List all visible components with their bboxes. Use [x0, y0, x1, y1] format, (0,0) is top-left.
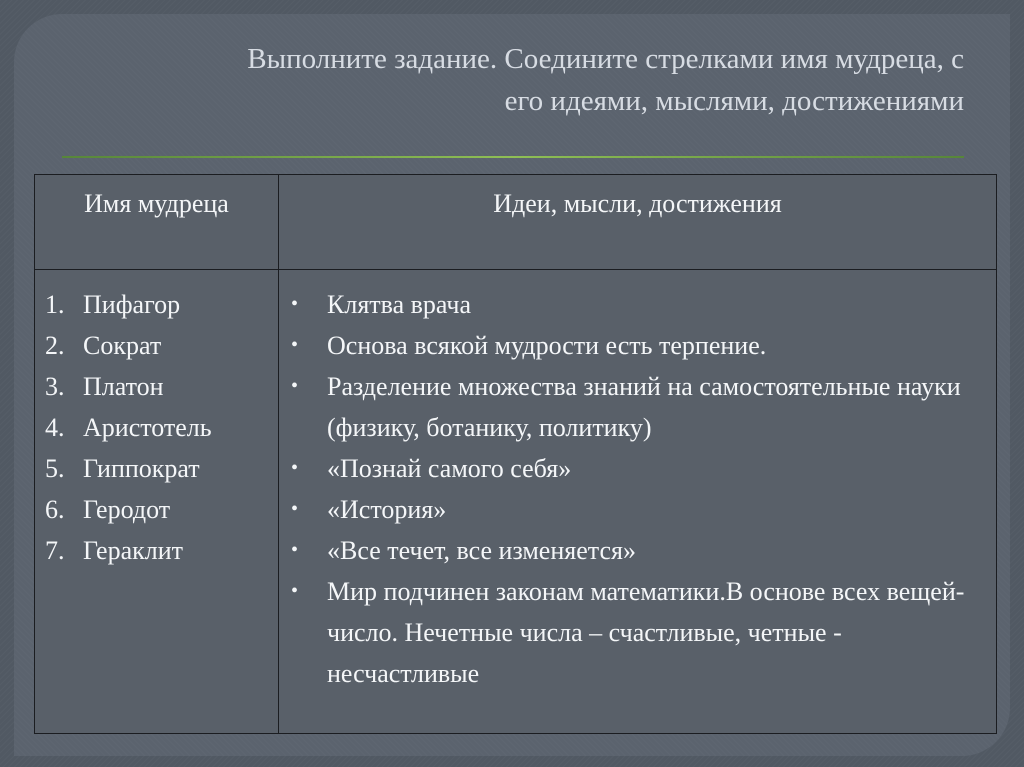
idea-item: [289, 530, 976, 571]
idea-text: Мир подчинен законам математики.В основе всех вещей- число. Нечетные числа – счастливые, четные - несчастливые: [327, 577, 965, 688]
sage-item: [45, 489, 278, 530]
title-line-1: Выполните задание. Соедините стрелками имя мудреца, с: [247, 43, 964, 75]
idea-text: Основа всякой мудрости есть терпение.: [327, 331, 767, 360]
sage-name: Аристотель: [83, 413, 212, 442]
sage-item: [45, 407, 278, 448]
sage-number: 4.: [45, 413, 65, 442]
bullet-icon: •: [291, 539, 299, 561]
sage-item: [45, 284, 278, 325]
bullet-icon: •: [291, 498, 299, 520]
sage-name: Гиппократ: [83, 454, 200, 483]
idea-text: «Все течет, все изменяется»: [327, 536, 636, 565]
sage-name: Платон: [83, 372, 164, 401]
sage-number: 5.: [45, 454, 65, 483]
sage-name: Сократ: [83, 331, 162, 360]
bullet-icon: •: [291, 457, 299, 479]
sages-table: [34, 174, 997, 734]
idea-item: [289, 325, 976, 366]
idea-text: Клятва врача: [327, 290, 472, 319]
idea-item: [289, 489, 976, 530]
slide-title: [64, 38, 964, 122]
sage-item: [45, 448, 278, 489]
sage-name: Геродот: [83, 495, 171, 524]
sage-list: [45, 284, 278, 571]
idea-text: Разделение множества знаний на самостоятельные науки (физику, ботанику, политику): [327, 372, 961, 442]
sage-number: 7.: [45, 536, 65, 565]
sage-name: Пифагор: [83, 290, 181, 319]
table-body-row: [35, 270, 997, 734]
sage-item: [45, 325, 278, 366]
idea-list: [289, 284, 976, 694]
idea-item: [289, 571, 976, 694]
sage-number: 1.: [45, 290, 65, 319]
idea-item: [289, 284, 976, 325]
table-header-row: [35, 175, 997, 270]
header-sage-name: Имя мудреца: [35, 175, 279, 270]
sage-number: 6.: [45, 495, 65, 524]
idea-item: [289, 448, 976, 489]
sage-number: 3.: [45, 372, 65, 401]
bullet-icon: •: [291, 334, 299, 356]
title-line-2: его идеями, мыслями, достижениями: [504, 85, 964, 117]
title-divider: [62, 156, 964, 158]
bullet-icon: •: [291, 293, 299, 315]
sage-names-cell: [35, 270, 279, 734]
sage-item: [45, 366, 278, 407]
bullet-icon: •: [291, 375, 299, 397]
idea-text: «Познай самого себя»: [327, 454, 572, 483]
bullet-icon: •: [291, 580, 299, 602]
sage-name: Гераклит: [83, 536, 184, 565]
header-ideas: Идеи, мысли, достижения: [279, 175, 997, 270]
sage-item: [45, 530, 278, 571]
sage-number: 2.: [45, 331, 65, 360]
ideas-cell: [279, 270, 997, 734]
idea-text: «История»: [327, 495, 447, 524]
idea-item: [289, 366, 976, 448]
